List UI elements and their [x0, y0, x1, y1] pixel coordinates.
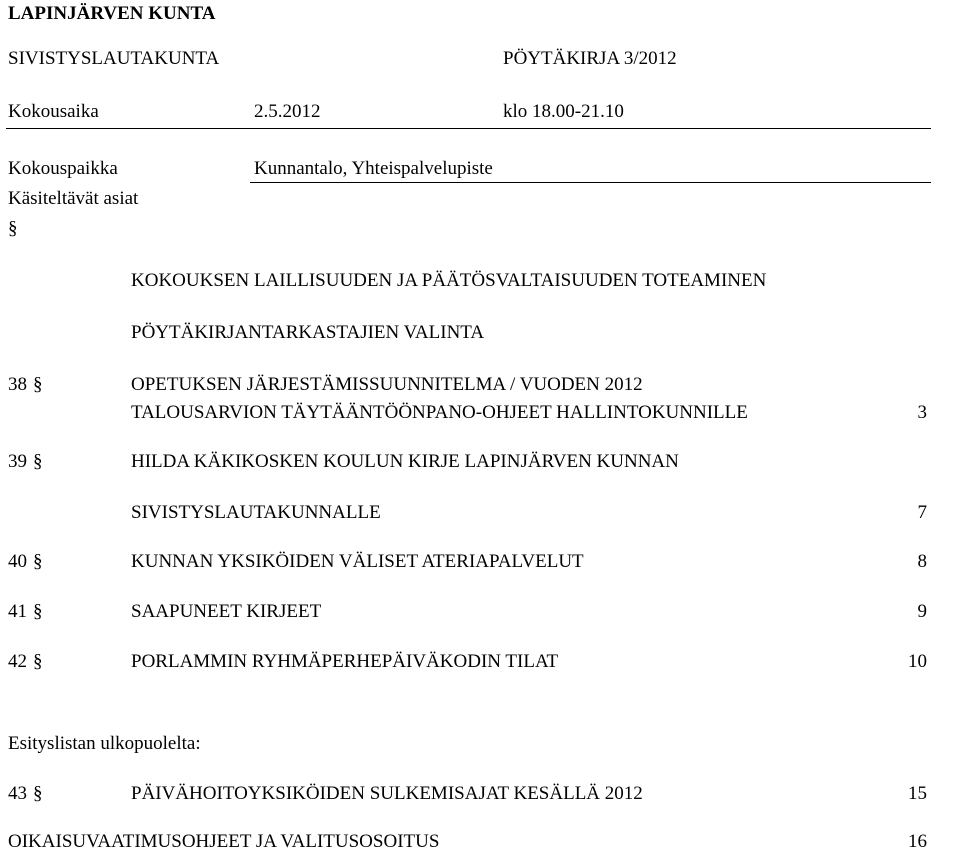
agenda-item-42-number: 42 — [8, 651, 27, 672]
agenda-item-43-number: 43 — [8, 783, 27, 804]
agenda-item-43-title: PÄIVÄHOITOYKSIKÖIDEN SULKEMISAJAT KESÄLLÄ 2012 — [131, 783, 643, 804]
meeting-date: 2.5.2012 — [254, 101, 321, 122]
agenda-item-40-number: 40 — [8, 551, 27, 572]
agenda-item-38-number: 38 — [8, 374, 27, 395]
agenda-item-41-number: 41 — [8, 601, 27, 622]
agenda-item-42-title: PORLAMMIN RYHMÄPERHEPÄIVÄKODIN TILAT — [131, 651, 559, 672]
agenda-item-41-page: 9 — [917, 601, 927, 622]
agenda-item-39-number: 39 — [8, 451, 27, 472]
agenda-item-41-title: SAAPUNEET KIRJEET — [131, 601, 322, 622]
municipality-name: LAPINJÄRVEN KUNTA — [8, 3, 216, 24]
agenda-item-43-page: 15 — [908, 783, 927, 804]
meeting-time: klo 18.00-21.10 — [503, 101, 624, 122]
agenda-item-38-title-line2: TALOUSARVION TÄYTÄÄNTÖÖNPANO-OHJEET HALLINTOKUNNILLE — [131, 402, 748, 423]
meeting-place: Kunnantalo, Yhteispalvelupiste — [254, 158, 493, 179]
agenda-item-39-page: 7 — [917, 502, 927, 523]
agenda-item-40-page: 8 — [917, 551, 927, 572]
meeting-place-label: Kokouspaikka — [8, 158, 118, 179]
agenda-item-43-section-sign: § — [33, 783, 43, 804]
meeting-time-label: Kokousaika — [8, 101, 99, 122]
agenda-item-40-title: KUNNAN YKSIKÖIDEN VÄLISET ATERIAPALVELUT — [131, 551, 584, 572]
header-divider — [6, 128, 931, 129]
minutes-reference: PÖYTÄKIRJA 3/2012 — [503, 48, 677, 69]
items-label: Käsiteltävät asiat — [8, 188, 139, 209]
section-sign-heading: § — [8, 218, 18, 239]
appeal-instructions-page: 16 — [908, 831, 927, 852]
outside-agenda-label: Esityslistan ulkopuolelta: — [8, 733, 201, 754]
agenda-item-42-page: 10 — [908, 651, 927, 672]
agenda-item-inspectors-title: PÖYTÄKIRJANTARKASTAJIEN VALINTA — [131, 322, 485, 343]
agenda-item-38-page: 3 — [917, 402, 927, 423]
agenda-item-41-section-sign: § — [33, 601, 43, 622]
agenda-item-40-section-sign: § — [33, 551, 43, 572]
agenda-item-legality-title: KOKOUKSEN LAILLISUUDEN JA PÄÄTÖSVALTAISUUDEN TOTEAMINEN — [131, 270, 767, 291]
agenda-item-39-title-line1: HILDA KÄKIKOSKEN KOULUN KIRJE LAPINJÄRVEN KUNNAN — [131, 451, 679, 472]
board-name: SIVISTYSLAUTAKUNTA — [8, 48, 220, 69]
agenda-item-38-section-sign: § — [33, 374, 43, 395]
place-divider — [250, 182, 931, 183]
agenda-item-39-section-sign: § — [33, 451, 43, 472]
appeal-instructions-title: OIKAISUVAATIMUSOHJEET JA VALITUSOSOITUS — [8, 831, 440, 852]
agenda-item-39-title-line2: SIVISTYSLAUTAKUNNALLE — [131, 502, 381, 523]
agenda-item-38-title-line1: OPETUKSEN JÄRJESTÄMISSUUNNITELMA / VUODEN 2012 — [131, 374, 643, 395]
agenda-item-42-section-sign: § — [33, 651, 43, 672]
